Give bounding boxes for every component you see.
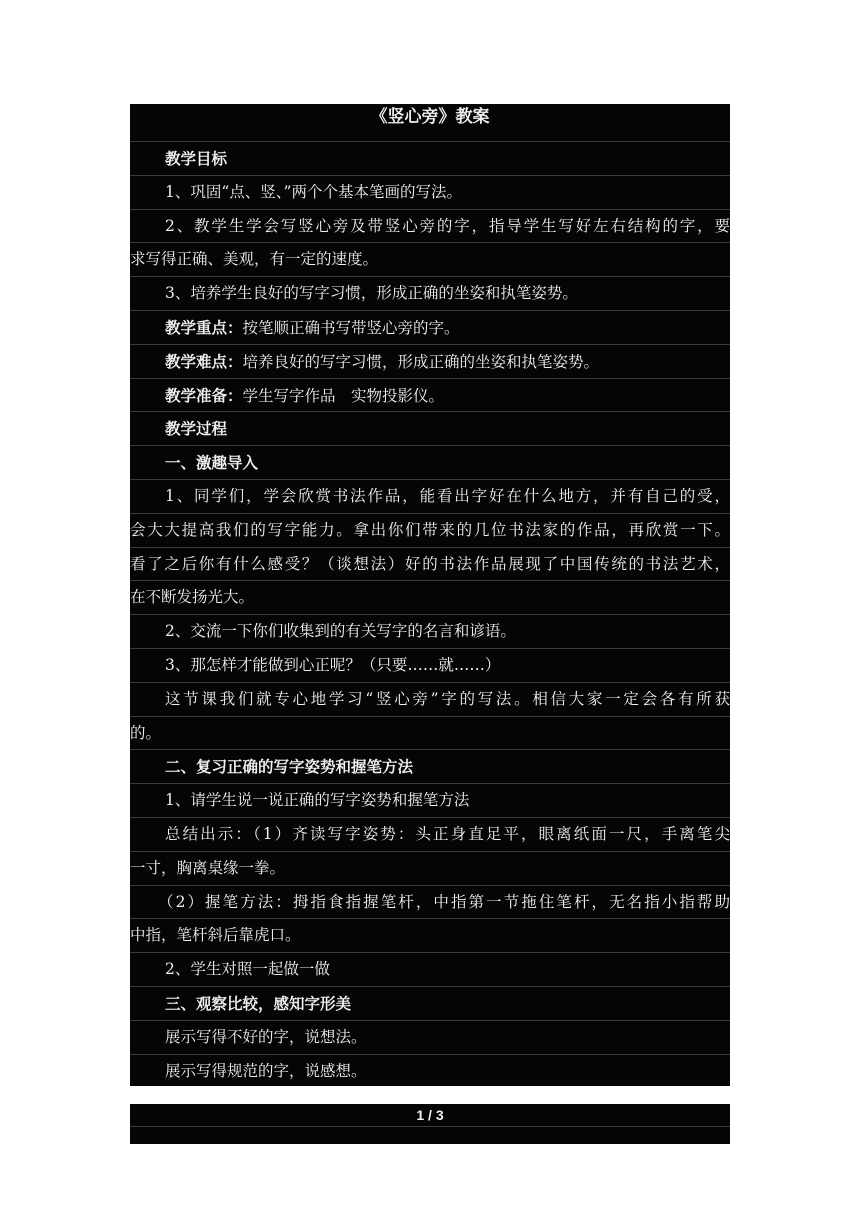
- objective-2-line-2: 求写得正确、美观，有一定的速度。: [130, 243, 730, 277]
- difficulty-label: 教学难点：: [165, 351, 243, 371]
- preparation-label: 教学准备：: [165, 385, 243, 405]
- preparation-text: 学生写字作品 实物投影仪。: [242, 386, 445, 405]
- document-title: 《竖心旁》教案: [130, 104, 730, 142]
- section-2-para-3-line-2: 中指，笔杆斜后靠虎口。: [130, 919, 730, 953]
- page-footer: [130, 1104, 730, 1144]
- objective-1: 1、巩固“点、竖、”两个个基本笔画的写法。: [130, 176, 730, 210]
- key-point-text: 按笔顺正确书写带竖心旁的字。: [242, 318, 460, 337]
- document-page: [130, 104, 730, 1086]
- section-1-para-3: 3、那怎样才能做到心正呢？（只要……就……）: [130, 649, 730, 683]
- difficulty-text: 培养良好的写字习惯，形成正确的坐姿和执笔姿势。: [242, 352, 600, 371]
- section-2-para-3-line-1: （2）握笔方法：拇指食指握笔杆，中指第一节拖住笔杆，无名指小指帮助: [130, 886, 730, 920]
- section-1-para-4-line-2: 的。: [130, 717, 730, 751]
- section-1-para-2: 2、交流一下你们收集到的有关写字的名言和谚语。: [130, 615, 730, 649]
- objective-2-line-1: 2、教学生学会写竖心旁及带竖心旁的字，指导学生写好左右结构的字，要: [130, 210, 730, 244]
- section-2-heading: 二、复习正确的写字姿势和握笔方法: [130, 750, 730, 784]
- section-1-para-4-line-1: 这节课我们就专心地学习“竖心旁”字的写法。相信大家一定会各有所获: [130, 683, 730, 717]
- key-point-label: 教学重点：: [165, 317, 243, 337]
- difficulty: [130, 345, 730, 379]
- objectives-heading: 教学目标: [130, 142, 730, 176]
- section-3-para-1: 展示写得不好的字，说想法。: [130, 1021, 730, 1055]
- section-2-para-4: 2、学生对照一起做一做: [130, 953, 730, 987]
- section-3-para-2: 展示写得规范的字，说感想。: [165, 1061, 367, 1080]
- section-3-heading: 三、观察比较，感知字形美: [130, 987, 730, 1021]
- section-1-para-1-line-1: 1、同学们，学会欣赏书法作品，能看出字好在什么地方，并有自己的受，: [130, 480, 730, 514]
- section-2-para-2-line-1: 总结出示：（1）齐读写字姿势：头正身直足平，眼离纸面一尺，手离笔尖: [130, 818, 730, 852]
- process-heading: 教学过程: [130, 412, 730, 446]
- preparation: [130, 379, 730, 413]
- page-number: 1 / 3: [130, 1104, 730, 1127]
- section-1-para-1-line-4: 在不断发扬光大。: [130, 581, 730, 615]
- section-1-heading: 一、激趣导入: [130, 446, 730, 480]
- key-point: [130, 311, 730, 345]
- section-1-para-1-line-3: 看了之后你有什么感受？（谈想法）好的书法作品展现了中国传统的书法艺术，: [130, 548, 730, 582]
- section-1-para-1-line-2: 会大大提高我们的写字能力。拿出你们带来的几位书法家的作品，再欣赏一下。: [130, 514, 730, 548]
- section-2-para-1: 1、请学生说一说正确的写字姿势和握笔方法: [130, 784, 730, 818]
- objective-3: 3、培养学生良好的写字习惯，形成正确的坐姿和执笔姿势。: [130, 277, 730, 311]
- section-2-para-2-line-2: 一寸，胸离桌缘一拳。: [130, 852, 730, 886]
